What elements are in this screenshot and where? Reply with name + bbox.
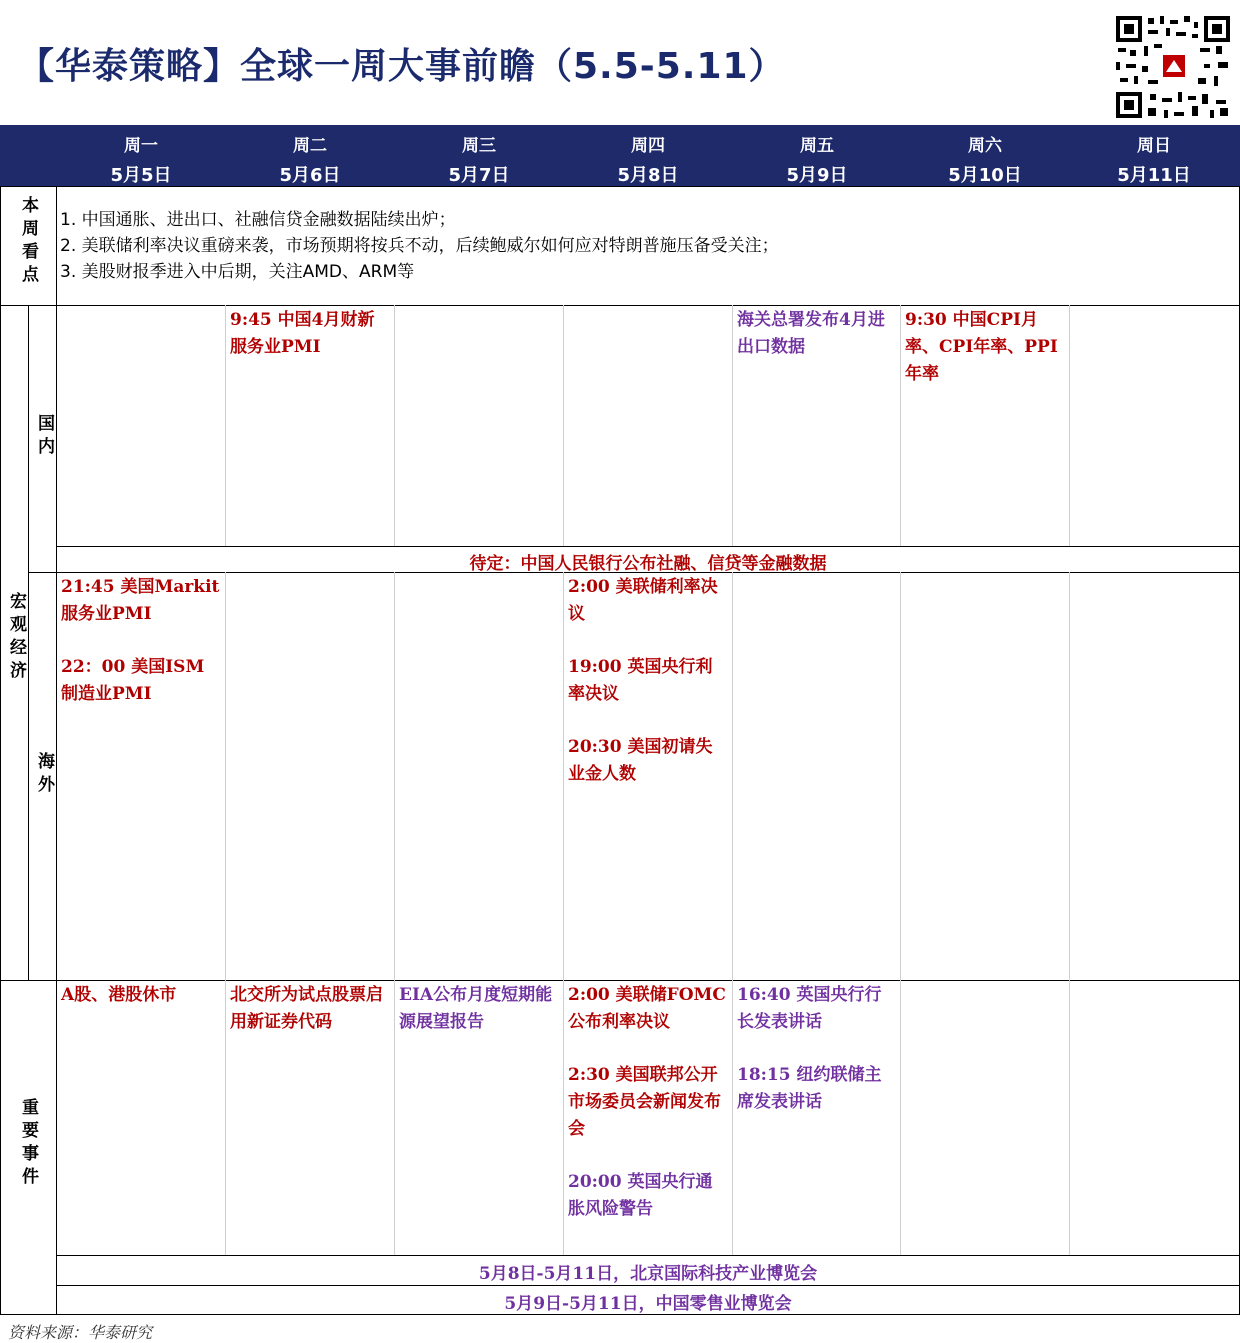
- grid-line: [900, 980, 901, 1255]
- event-item: 21:45 美国Markit服务业PMI: [61, 577, 220, 624]
- day-header-wed: 周三 5月7日: [448, 136, 510, 186]
- events-banner-1: 5月8日-5月11日，北京国际科技产业博览会: [478, 1264, 818, 1284]
- grid-line: [1069, 305, 1070, 546]
- label-macro: 宏观经济: [6, 592, 26, 684]
- domestic-fri-event: 海关总署发布4月进出口数据: [737, 310, 885, 357]
- day-header-mon: 周一 5月5日: [110, 136, 172, 186]
- source-note: 资料来源：华泰研究: [8, 1323, 153, 1342]
- day-header-sat: 周六 5月10日: [948, 136, 1022, 186]
- label-focus: 本周看点: [18, 196, 38, 288]
- events-fri: [733, 982, 900, 1116]
- day-header-fri: 周五 5月9日: [786, 136, 848, 186]
- event-item: 20:00 英国央行通胀风险警告: [568, 1172, 713, 1219]
- grid-line: [0, 186, 1, 1314]
- grid-line: [0, 186, 1240, 187]
- day-header-tue: 周二 5月6日: [279, 136, 341, 186]
- focus-item: 1. 中国通胀、进出口、社融信贷金融数据陆续出炉；: [60, 210, 456, 230]
- grid-line: [394, 305, 395, 546]
- grid-line: [57, 1285, 1240, 1286]
- focus-item: 3. 美股财报季进入中后期，关注AMD、ARM等: [60, 262, 415, 282]
- grid-line: [56, 186, 57, 1314]
- event-item: 22：00 美国ISM制造业PMI: [61, 657, 205, 704]
- event-item: 20:30 美国初请失业金人数: [568, 737, 713, 784]
- grid-line: [1069, 572, 1070, 980]
- page-title: 【华泰策略】全球一周大事前瞻（5.5-5.11）: [18, 46, 786, 87]
- events-banner-2: 5月9日-5月11日，中国零售业博览会: [504, 1294, 792, 1314]
- label-domestic: 国内: [34, 414, 54, 460]
- grid-line: [0, 980, 1240, 981]
- events-wed: EIA公布月度短期能源展望报告: [399, 985, 553, 1032]
- event-item: 2:00 美联储利率决议: [568, 577, 718, 624]
- domestic-banner: 待定：中国人民银行公布社融、信贷等金融数据: [469, 554, 827, 574]
- domestic-tue-event: 9:45 中国4月财新服务业PMI: [230, 310, 375, 357]
- events-mon: A股、港股休市: [61, 985, 177, 1005]
- label-events: 重要事件: [18, 1098, 38, 1190]
- label-overseas: 海外: [34, 752, 54, 798]
- grid-line: [1069, 980, 1070, 1255]
- grid-line: [0, 305, 1240, 306]
- event-item: 2:00 美联储FOMC公布利率决议: [568, 985, 726, 1032]
- day-header-sun: 周日 5月11日: [1117, 136, 1191, 186]
- focus-list: [60, 207, 1230, 285]
- events-tue: 北交所为试点股票启用新证券代码: [230, 985, 383, 1032]
- domestic-sat-event: 9:30 中国CPI月率、CPI年率、PPI年率: [905, 310, 1058, 384]
- grid-line: [394, 572, 395, 980]
- day-header-thu: 周四 5月8日: [617, 136, 679, 186]
- grid-line: [225, 572, 226, 980]
- qr-code-icon: [1114, 14, 1232, 120]
- event-item: 16:40 英国央行行长发表讲话: [737, 985, 882, 1032]
- event-item: 19:00 英国央行利率决议: [568, 657, 713, 704]
- events-thu: [564, 982, 732, 1223]
- overseas-thu-event: [564, 574, 732, 788]
- grid-line: [0, 1314, 1240, 1315]
- event-item: 2:30 美国联邦公开市场委员会新闻发布会: [568, 1065, 721, 1139]
- grid-line: [57, 546, 1240, 547]
- grid-line: [900, 572, 901, 980]
- focus-item: 2. 美联储利率决议重磅来袭，市场预期将按兵不动，后续鲍威尔如何应对特朗普施压备受关注；: [60, 236, 779, 256]
- grid-line: [563, 305, 564, 546]
- event-item: 18:15 纽约联储主席发表讲话: [737, 1065, 882, 1112]
- overseas-mon-event: [57, 574, 225, 708]
- grid-line: [57, 1255, 1240, 1256]
- grid-line: [732, 572, 733, 980]
